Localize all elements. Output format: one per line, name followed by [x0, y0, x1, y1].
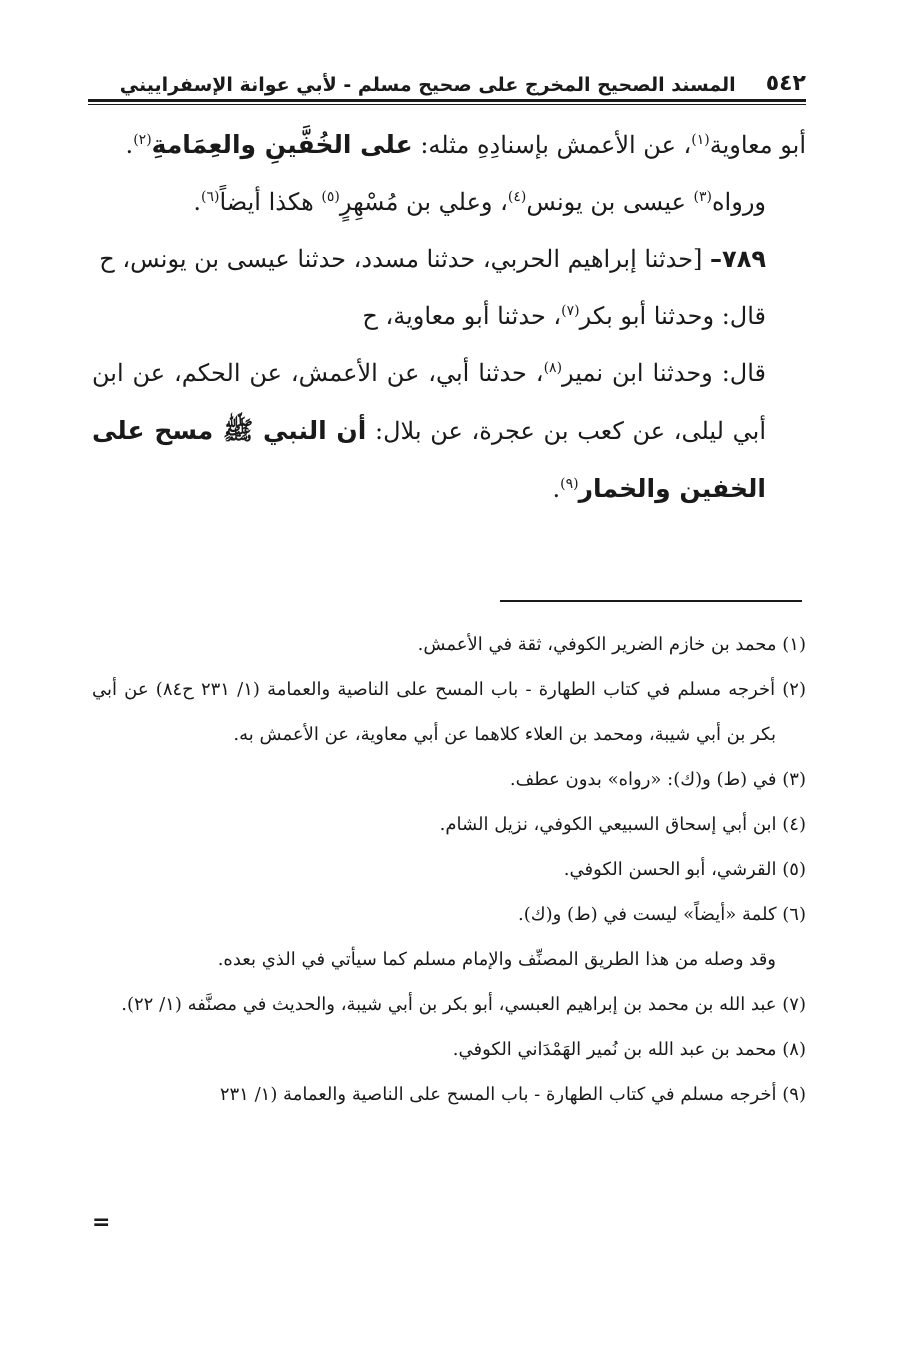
- footnote-3: (٣) في (ط) و(ك): «رواه» بدون عطف.: [509, 769, 806, 790]
- footnote-ref-6[interactable]: (٦): [201, 189, 220, 205]
- footnote-ref-8[interactable]: (٨): [543, 360, 563, 376]
- paragraph-5: قال: وحدثنا ابن نمير$^{(٨)}$، حدثنا أبي، عن الأعمش، عن الحكم، عن ابن أبي ليلى، عن كعب بن عجرة، عن بلال: أن النبي ﷺ مسح على الخفين والخمار$^{(٩)}$.: [92, 359, 767, 503]
- footnote-6: (٦) كلمة «أيضاً» ليست في (ط) و(ك).: [517, 904, 806, 925]
- running-header: [88, 62, 806, 96]
- footnote-ref-4[interactable]: (٤): [507, 189, 527, 205]
- footnote-ref-3[interactable]: (٣): [693, 189, 712, 205]
- hadith-number: ٧٨٩–: [710, 245, 766, 273]
- paragraph-4: قال: وحدثنا أبو بكر$^{(٧)}$، حدثنا أبو معاوية، ح: [362, 302, 766, 330]
- main-text: [92, 116, 806, 518]
- footnote-7: (٧) عبد الله بن محمد بن إبراهيم العبسي، أبو بكر بن أبي شيبة، والحديث في مصنَّفه (١/ ٢٢).: [121, 994, 806, 1015]
- header-rule-thick: [88, 99, 806, 102]
- footnote-ref-2[interactable]: (٢): [133, 132, 152, 148]
- footnote-4: (٤) ابن أبي إسحاق السبيعي الكوفي، نزيل الشام.: [439, 814, 806, 835]
- emphasis-text: أن النبي ﷺ مسح على الخفين والخمار: [92, 416, 766, 503]
- footnote-ref-7[interactable]: (٧): [561, 303, 580, 319]
- hadith-789: ٧٨٩– [حدثنا إبراهيم الحربي، حدثنا مسدد، حدثنا عيسى بن يونس، ح: [99, 245, 766, 273]
- footnote-9: (٩) أخرجه مسلم في كتاب الطهارة - باب المسح على الناصية والعمامة (١/ ٢٣١: [219, 1084, 806, 1105]
- header-rule-thin: [88, 104, 806, 105]
- footnotes: [92, 622, 806, 1117]
- page-number: ٥٤٢: [765, 71, 806, 96]
- book-title: المسند الصحيح المخرج على صحيح مسلم - لأبي عوانة الإسفراييني: [119, 74, 736, 96]
- footnote-6-continuation: وقد وصله من هذا الطريق المصنِّف والإمام مسلم كما سيأتي في الذي بعده.: [217, 949, 776, 970]
- footnote-ref-1[interactable]: (١): [691, 132, 710, 148]
- paragraph-2: ورواه$^{(٣)}$ عيسى بن يونس$^{(٤)}$، وعلي بن مُسْهِرٍ$^{(٥)}$ هكذا أيضاً$^{(٦)}$.: [193, 188, 766, 216]
- footnote-2: (٢) أخرجه مسلم في كتاب الطهارة - باب المسح على الناصية والعمامة (١/ ٢٣١ ح٨٤) عن أبي بكر بن أبي شيبة، ومحمد بن العلاء كلاهما عن أبي معاوية، عن الأعمش به.: [92, 679, 806, 745]
- footnote-8: (٨) محمد بن عبد الله بن نُمير الهَمْدَاني الكوفي.: [452, 1039, 806, 1060]
- emphasis-text: على الخُفَّينِ والعِمَامةِ: [151, 130, 413, 159]
- paragraph-1: أبو معاوية$^{(١)}$، عن الأعمش بإسنادِهِ مثله: على الخُفَّينِ والعِمَامةِ$^{(٢)}$.: [125, 130, 806, 159]
- footnote-ref-5[interactable]: (٥): [321, 189, 340, 205]
- footnote-5: (٥) القرشي، أبو الحسن الكوفي.: [563, 859, 806, 880]
- continuation-mark: =: [92, 1210, 111, 1235]
- footnote-ref-9[interactable]: (٩): [560, 476, 579, 492]
- footnote-1: (١) محمد بن خازم الضرير الكوفي، ثقة في الأعمش.: [417, 634, 806, 655]
- footnote-separator: [500, 600, 802, 602]
